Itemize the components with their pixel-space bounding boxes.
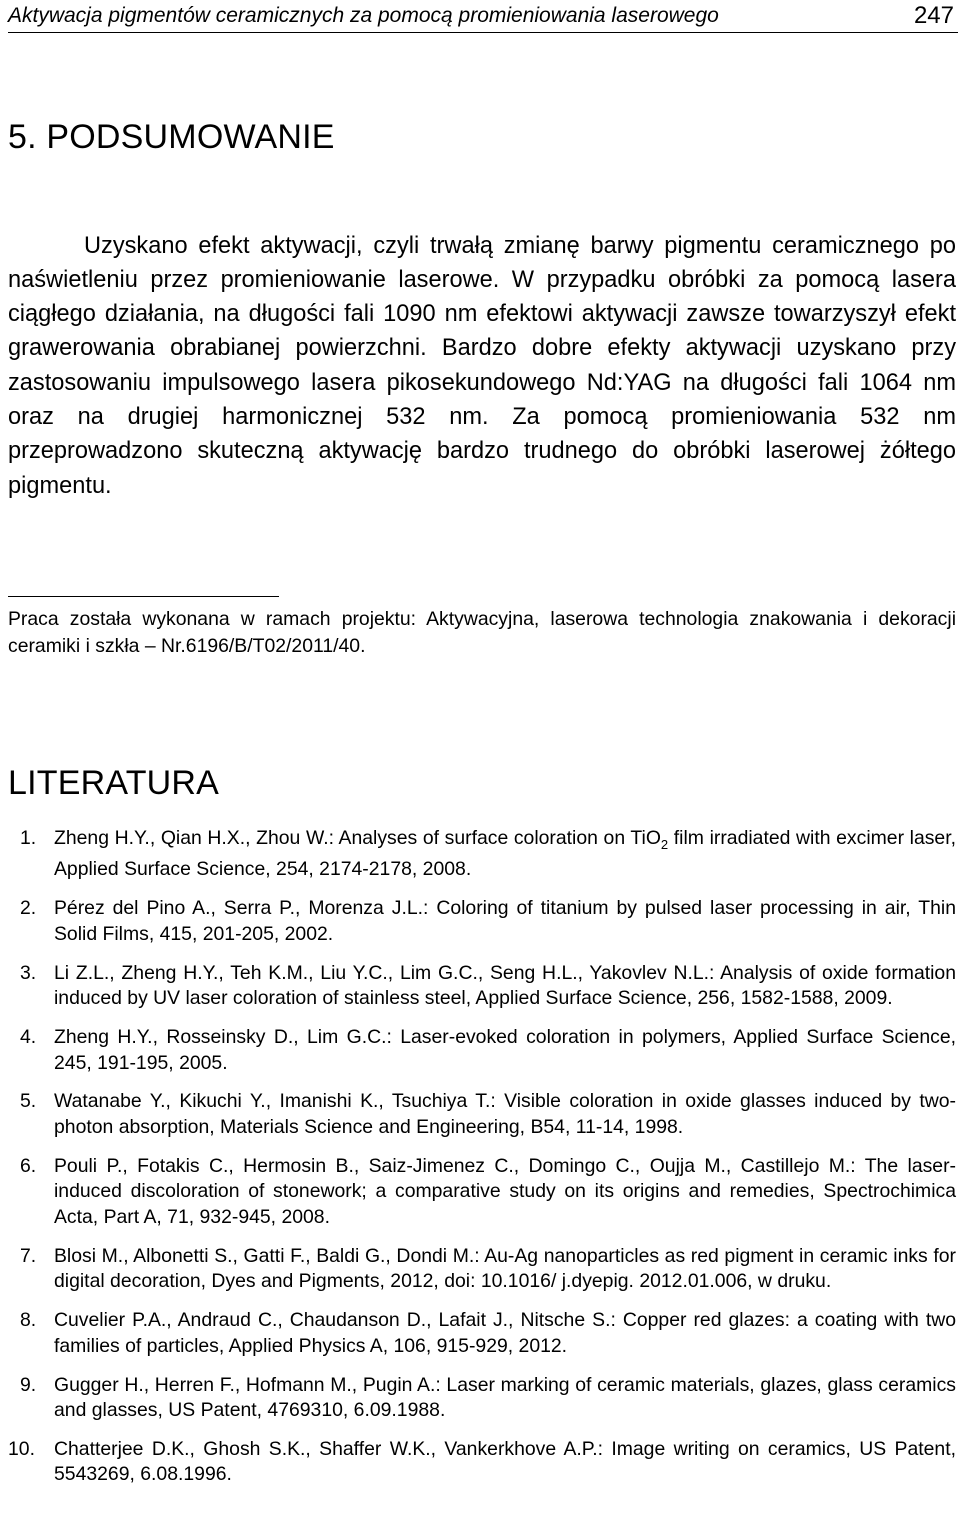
- reference-text: Chatterjee D.K., Ghosh S.K., Shaffer W.K., Vankerkhove A.P.: Image writing on ceramics, US Patent, 5543269, 6.08.1996.: [54, 1437, 956, 1486]
- reference-item: [8, 1244, 956, 1295]
- reference-number: 1.: [20, 827, 37, 849]
- subscript: 2: [660, 836, 669, 852]
- reference-number: 3.: [20, 961, 37, 984]
- reference-text: Pouli P., Fotakis C., Hermosin B., Saiz-Jimenez C., Domingo C., Oujja M., Castillejo M.: The laser-induced discoloration of stonework; a comparative study on its origins and remedies, Spectrochimica Acta, Part A, 71, 932-945, 2008.: [54, 1154, 956, 1228]
- reference-text: Pérez del Pino A., Serra P., Morenza J.L.: Coloring of titanium by pulsed laser processing in air, Thin Solid Films, 415, 201-205, 2002.: [54, 897, 956, 945]
- summary-paragraph: Uzyskano efekt aktywacji, czyli trwałą zmianę barwy pigmentu ceramicznego po naświetleniu przez promieniowanie laserowe. W przypadku obróbki za pomocą lasera ciągłego działania, na długości fali 1090 nm efektowi aktywacji zawsze towarzyszył efekt grawerowania obrabianej powierzchni. Bardzo dobre efekty aktywacji uzyskano przy zastosowaniu impulsowego lasera pikosekundowego Nd:YAG na długości fali 1064 nm oraz na drugiej harmonicznej 532 nm. Za pomocą promieniowania 532 nm przeprowadzono skuteczną aktywację bardzo trudnego do obróbki laserowej żółtego pigmentu.: [8, 232, 956, 499]
- reference-item: [8, 1089, 956, 1140]
- reference-item: [8, 1154, 956, 1231]
- footnote-divider: [8, 596, 279, 597]
- reference-item: [8, 961, 956, 1012]
- reference-number: 6.: [20, 1154, 37, 1177]
- reference-text: Li Z.L., Zheng H.Y., Teh K.M., Liu Y.C., Lim G.C., Seng H.L., Yakovlev N.L.: Analysis of oxide formation induced by UV laser coloration of stainless steel, Applied Surface Science, 256, 1582-1588, 2009.: [54, 961, 956, 1010]
- reference-text: Zheng H.Y., Rosseinsky D., Lim G.C.: Laser-evoked coloration in polymers, Applied Surface Science, 245, 191-195, 2005.: [54, 1026, 956, 1074]
- reference-number: 8.: [20, 1309, 37, 1332]
- reference-text: Cuvelier P.A., Andraud C., Chaudanson D., Lafait J., Nitsche S.: Copper red glazes: a coating with two families of particles, Applied Physics A, 106, 915-929, 2012.: [54, 1309, 956, 1357]
- reference-number: 5.: [20, 1090, 37, 1113]
- running-title: Aktywacja pigmentów ceramicznych za pomocą promieniowania laserowego: [8, 4, 719, 27]
- reference-text: Watanabe Y., Kikuchi Y., Imanishi K., Tsuchiya T.: Visible coloration in oxide glasses induced by two-photon absorption, Materials Science and Engineering, B54, 11-14, 1998.: [54, 1090, 956, 1138]
- reference-text: Blosi M., Albonetti S., Gatti F., Baldi G., Dondi M.: Au-Ag nanoparticles as red pigment in ceramic inks for digital decoration, Dyes and Pigments, 2012, doi: 10.1016/ j.dyepig. 2012.01.006, w druku.: [54, 1244, 956, 1293]
- reference-item: [8, 896, 956, 947]
- running-header: [8, 0, 958, 33]
- funding-footnote: Praca została wykonana w ramach projektu: Aktywacyjna, laserowa technologia znakowania i dekoracji ceramiki i szkła – Nr.6196/B/T02/2011/40.: [8, 608, 956, 657]
- literature-heading: LITERATURA: [8, 764, 220, 802]
- reference-number: 10.: [8, 1437, 35, 1460]
- reference-item: [8, 1308, 956, 1359]
- reference-number: 9.: [20, 1373, 37, 1396]
- reference-text-continued: film irradiated with excimer laser, Applied Surface Science, 254, 2174-2178, 2008.: [54, 827, 956, 881]
- reference-item: [8, 826, 956, 883]
- reference-list: [8, 826, 956, 1501]
- reference-number: 7.: [20, 1244, 37, 1267]
- reference-item: [8, 1437, 956, 1488]
- summary-heading: 5. PODSUMOWANIE: [8, 118, 335, 156]
- reference-text: Zheng H.Y., Qian H.X., Zhou W.: Analyses of surface coloration on TiO: [54, 827, 661, 849]
- reference-text: Gugger H., Herren F., Hofmann M., Pugin A.: Laser marking of ceramic materials, glazes, glass ceramics and glasses, US Patent, 4769310, 6.09.1988.: [54, 1373, 956, 1421]
- reference-number: 4.: [20, 1026, 37, 1049]
- reference-item: [8, 1373, 956, 1424]
- reference-item: [8, 1025, 956, 1076]
- page-number: 247: [913, 2, 954, 29]
- reference-number: 2.: [20, 897, 37, 920]
